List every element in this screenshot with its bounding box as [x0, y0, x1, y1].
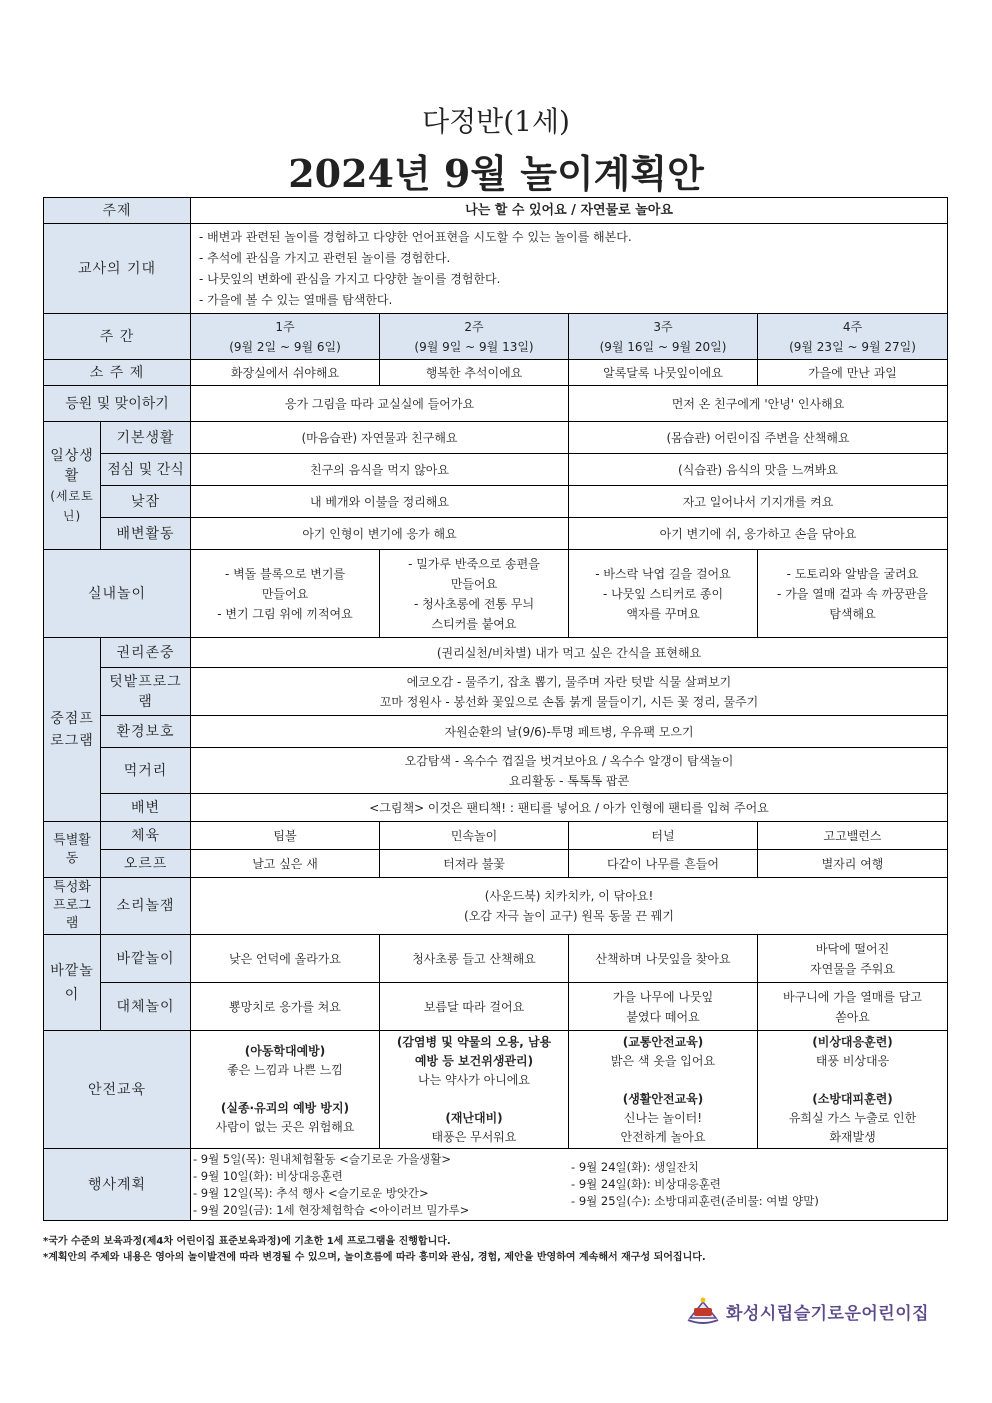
- pe-week-1: 팀볼: [191, 822, 380, 850]
- alternative-week-2: 보름달 따라 걸어요: [380, 983, 569, 1031]
- safety-label: 안전교육: [44, 1031, 191, 1149]
- events-right-column: [569, 1151, 947, 1219]
- basic-life-second-half: (몸습관) 어린이집 주변을 산책해요: [569, 422, 948, 454]
- toileting-second-half: 아기 변기에 쉬, 응가하고 손을 닦아요: [569, 518, 948, 550]
- expectation-item: - 추석에 관심을 가지고 관련된 놀이를 경험한다.: [199, 250, 451, 265]
- alternative-week-3: 가을 나무에 나뭇잎 붙였다 떼어요: [569, 983, 758, 1031]
- expectation-item: - 배변과 관련된 놀이를 경험하고 다양한 언어표현을 시도할 수 있는 놀이를 해본다.: [199, 229, 632, 244]
- orff-week-2: 터져라 불꽃: [380, 850, 569, 878]
- lunch-snack-first-half: 친구의 음식을 먹지 않아요: [191, 454, 569, 486]
- garden-program-value: 에코오감 - 물주기, 잡초 뽑기, 물주며 자란 텃밭 식물 살펴보기 꼬마 정원사 - 봉선화 꽃잎으로 손톱 붉게 물들이기, 시든 꽃 정리, 물주기: [191, 668, 948, 716]
- event-item: - 9월 24일(화): 비상대응훈련: [571, 1176, 721, 1191]
- week-header-2: 2주 (9월 9일 ~ 9월 13일): [380, 314, 569, 360]
- footnote: *계획안의 주제와 내용은 영아의 놀이발견에 따라 변경될 수 있으며, 놀이흐름에 따라 흥미와 관심, 경험, 제안을 반영하여 계속해서 재구성 되어집니다.: [43, 1252, 706, 1263]
- daily-life-label: 일상생활 (세로토닌): [44, 422, 101, 550]
- footnote: *국가 수준의 보육과정(제4차 어린이집 표준보육과정)에 기초한 1세 프로그램을 진행합니다.: [43, 1236, 451, 1247]
- footnotes: [43, 1234, 953, 1266]
- event-item: - 9월 5일(목): 원내체험활동 <슬기로운 가을생활>: [193, 1151, 452, 1166]
- toilet-label: 배변: [101, 794, 191, 822]
- logo-text: 화성시립슬기로운어린이집: [726, 1303, 930, 1324]
- rights-value: (권리실천/비차별) 내가 먹고 싶은 간식을 표현해요: [191, 638, 948, 668]
- indoor-play-label: 실내놀이: [44, 550, 191, 638]
- arrival-first-half: 응가 그림을 따라 교실실에 들어가요: [191, 386, 569, 422]
- environment-value: 자원순환의 날(9/6)-투명 페트병, 우유팩 모으기: [191, 716, 948, 748]
- event-item: - 9월 20일(금): 1세 현장체험학습 <아이러브 밀가루>: [193, 1202, 470, 1217]
- outdoor-week-1: 낮은 언덕에 올라가요: [191, 935, 380, 983]
- indoor-play-week-1: - 벽돌 블록으로 변기를 만들어요 - 변기 그림 위에 끼적여요: [191, 550, 380, 638]
- pe-week-4: 고고밸런스: [758, 822, 948, 850]
- safety-week-1: (아동학대예방) 좋은 느낌과 나쁜 느낌 (실종·유괴의 예방 방지) 사람이 없는 곳은 위험해요: [191, 1031, 380, 1149]
- subtheme-week-1: 화장실에서 쉬야해요: [191, 360, 380, 386]
- indoor-play-week-2: - 밀가루 반죽으로 송편을 만들어요 - 청사초롱에 전통 무늬 스티커를 붙여요: [380, 550, 569, 638]
- alternative-week-4: 바구니에 가을 열매를 담고 쏟아요: [758, 983, 948, 1031]
- indoor-play-week-4: - 도토리와 알밤을 굴려요 - 가을 열매 겉과 속 까꿍판을 탐색해요: [758, 550, 948, 638]
- nap-label: 낮잠: [101, 486, 191, 518]
- specialized-program-label: 특성화프로그램: [44, 878, 101, 935]
- lunch-snack-second-half: (식습관) 음식의 맛을 느껴봐요: [569, 454, 948, 486]
- lunch-snack-label: 점심 및 간식: [101, 454, 191, 486]
- food-label: 먹거리: [101, 748, 191, 794]
- subtheme-week-3: 알록달록 나뭇잎이에요: [569, 360, 758, 386]
- week-label: 주 간: [44, 314, 191, 360]
- food-value: 오감탐색 - 옥수수 껍질을 벗겨보아요 / 옥수수 알갱이 탐색놀이 요리활동 - 톡톡톡 팝콘: [191, 748, 948, 794]
- week-header-3: 3주 (9월 16일 ~ 9월 20일): [569, 314, 758, 360]
- class-name: 다정반(1세): [422, 105, 570, 138]
- expectation-item: - 가을에 볼 수 있는 열매를 탐색한다.: [199, 292, 393, 307]
- toileting-first-half: 아기 인형이 변기에 응가 해요: [191, 518, 569, 550]
- theme-value: 나는 할 수 있어요 / 자연물로 놀아요: [191, 198, 948, 224]
- pe-week-3: 터널: [569, 822, 758, 850]
- safety-week-2: (감염병 및 약물의 오용, 남용 예방 등 보건위생관리) 나는 약사가 아니에요 (재난대비) 태풍은 무서워요: [380, 1031, 569, 1149]
- page-title: 2024년 9월 놀이계획안: [288, 151, 704, 196]
- week-header-1: 1주 (9월 2일 ~ 9월 6일): [191, 314, 380, 360]
- event-item: - 9월 25일(수): 소방대피훈련(준비물: 여벌 양말): [571, 1193, 819, 1208]
- event-item: - 9월 12일(목): 추석 행사 <슬기로운 방앗간>: [193, 1185, 429, 1200]
- event-item: - 9월 24일(화): 생일잔치: [571, 1159, 699, 1174]
- orff-week-4: 별자리 여행: [758, 850, 948, 878]
- theme-label: 주제: [44, 198, 191, 224]
- outdoor-label: 바깥놀이: [101, 935, 191, 983]
- play-plan-table: [43, 197, 948, 1221]
- outdoor-week-3: 산책하며 나뭇잎을 찾아요: [569, 935, 758, 983]
- basic-life-first-half: (마음습관) 자연물과 친구해요: [191, 422, 569, 454]
- safety-week-3: (교통안전교육) 밝은 색 옷을 입어요 (생활안전교육) 신나는 놀이터! 안전하게 놀아요: [569, 1031, 758, 1149]
- week-header-4: 4주 (9월 23일 ~ 9월 27일): [758, 314, 948, 360]
- subtheme-week-4: 가을에 만난 과일: [758, 360, 948, 386]
- events-value: [191, 1149, 948, 1221]
- nap-second-half: 자고 일어나서 기지개를 켜요: [569, 486, 948, 518]
- kindergarten-logo: [686, 1293, 946, 1329]
- basic-life-label: 기본생활: [101, 422, 191, 454]
- pe-week-2: 민속놀이: [380, 822, 569, 850]
- alternative-week-1: 뿅망치로 응가를 쳐요: [191, 983, 380, 1031]
- outdoor-week-4: 바닥에 떨어진 자연물을 주워요: [758, 935, 948, 983]
- toileting-label: 배변활동: [101, 518, 191, 550]
- teacher-expectation-label: 교사의 기대: [44, 224, 191, 314]
- indoor-play-week-3: - 바스락 낙엽 길을 걸어요 - 나뭇잎 스티커로 종이 액자를 꾸며요: [569, 550, 758, 638]
- toilet-value: <그림책> 이것은 팬티책! : 팬티를 넣어요 / 아가 인형에 팬티를 입혀 주어요: [191, 794, 948, 822]
- expectation-item: - 나뭇잎의 변화에 관심을 가지고 다양한 놀이를 경험한다.: [199, 271, 501, 286]
- outdoor-week-2: 청사초롱 들고 산책해요: [380, 935, 569, 983]
- safety-week-4: (비상대응훈련) 태풍 비상대응 (소방대피훈련) 유희실 가스 누출로 인한 화재발생: [758, 1031, 948, 1149]
- environment-label: 환경보호: [101, 716, 191, 748]
- school-emblem-icon: [686, 1296, 720, 1326]
- special-activity-label: 특별활동: [44, 822, 101, 878]
- arrival-label: 등원 및 맞이하기: [44, 386, 191, 422]
- orff-label: 오르프: [101, 850, 191, 878]
- alternative-label: 대체놀이: [101, 983, 191, 1031]
- subtheme-label: 소 주 제: [44, 360, 191, 386]
- arrival-second-half: 먼저 온 친구에게 '안녕' 인사해요: [569, 386, 948, 422]
- orff-week-3: 다같이 나무를 흔들어: [569, 850, 758, 878]
- nap-first-half: 내 베개와 이불을 정리해요: [191, 486, 569, 518]
- focus-program-label: 중점프로그램: [44, 638, 101, 822]
- teacher-expectations: [191, 224, 948, 314]
- outdoor-play-label: 바깥놀이: [44, 935, 101, 1031]
- events-left-column: [191, 1151, 569, 1219]
- garden-program-label: 텃밭프로그램: [101, 668, 191, 716]
- events-label: 행사계획: [44, 1149, 191, 1221]
- event-item: - 9월 10일(화): 비상대응훈련: [193, 1168, 343, 1183]
- pe-label: 체육: [101, 822, 191, 850]
- orff-week-1: 날고 싶은 새: [191, 850, 380, 878]
- subtheme-week-2: 행복한 추석이에요: [380, 360, 569, 386]
- rights-label: 권리존중: [101, 638, 191, 668]
- sound-play-value: (사운드북) 치카치카, 이 닦아요! (오감 자극 놀이 교구) 원목 동물 끈 꿰기: [191, 878, 948, 935]
- sound-play-label: 소리놀잼: [101, 878, 191, 935]
